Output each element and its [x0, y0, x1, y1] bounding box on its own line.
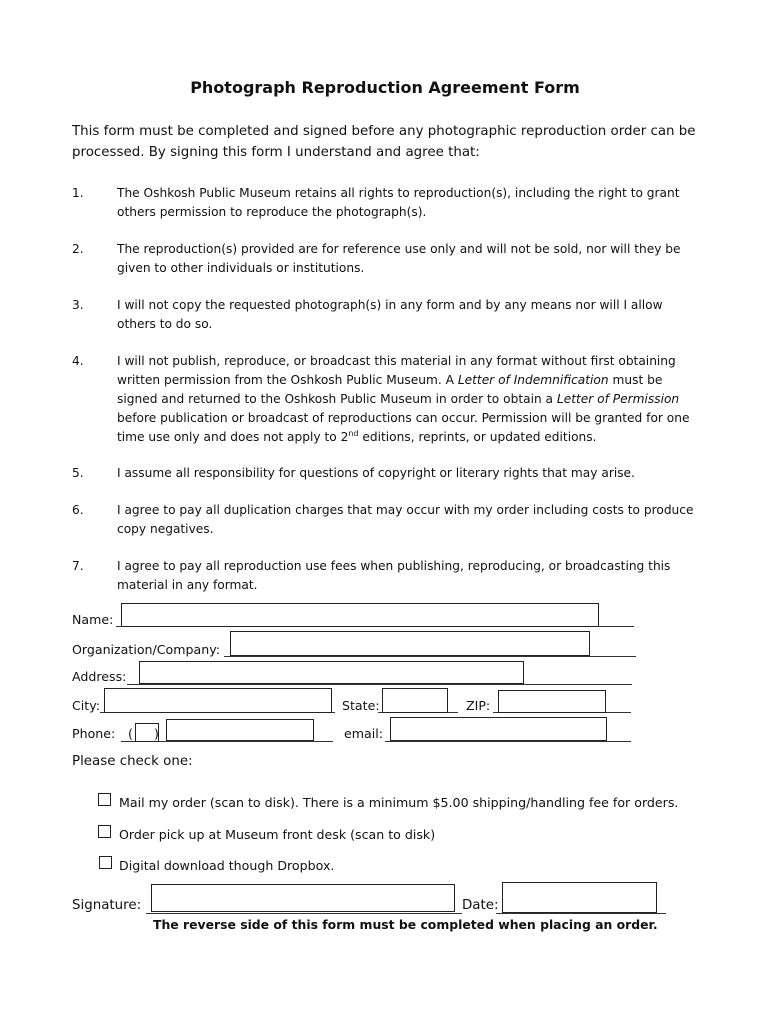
item-text-line: I will not publish, reproduce, or broadcast this material in any format without first obtaining	[117, 354, 676, 368]
item-text-line: I assume all responsibility for questions of copyright or literary rights that may arise.	[117, 466, 635, 480]
state-input[interactable]	[382, 688, 448, 713]
item-number: 2.	[72, 242, 84, 256]
item-text-line: written permission from the Oshkosh Public Museum. A Letter of Indemnification must be	[117, 373, 663, 387]
item-text-line: time use only and does not apply to 2nd editions, reprints, or updated editions.	[117, 428, 597, 444]
organization-input[interactable]	[230, 631, 590, 656]
item-text-line: others to do so.	[117, 317, 213, 331]
email-underline	[385, 741, 631, 742]
option-pickup-label: Order pick up at Museum front desk (scan to disk)	[119, 827, 436, 842]
item-text-line: others permission to reproduce the photograph(s).	[117, 205, 427, 219]
option-pickup-checkbox[interactable]	[98, 825, 111, 838]
option-dropbox-label: Digital download though Dropbox.	[119, 858, 335, 873]
option-mail-checkbox[interactable]	[98, 793, 111, 806]
item-number: 4.	[72, 354, 84, 368]
item-text-line: given to other individuals or institutions.	[117, 261, 365, 275]
address-input[interactable]	[139, 661, 524, 684]
zip-label: ZIP:	[466, 698, 491, 713]
item-text-line: The reproduction(s) provided are for reference use only and will not be sold, nor will they be	[117, 242, 681, 256]
item-number: 7.	[72, 559, 84, 573]
item-text-line: I agree to pay all duplication charges that may occur with my order including costs to produce	[117, 503, 694, 517]
item-text-line: The Oshkosh Public Museum retains all rights to reproduction(s), including the right to grant	[117, 186, 680, 200]
signature-underline	[146, 913, 462, 914]
item-number: 6.	[72, 503, 84, 517]
name-input[interactable]	[121, 603, 599, 627]
organization-underline	[224, 656, 636, 657]
signature-input[interactable]	[151, 884, 455, 912]
item-text-line: material in any format.	[117, 578, 258, 592]
address-underline	[127, 684, 632, 685]
state-label: State:	[342, 698, 380, 713]
phone-paren-close: )	[154, 726, 159, 741]
check-prompt: Please check one:	[72, 754, 193, 769]
intro-line-2: processed. By signing this form I understand and agree that:	[72, 145, 480, 160]
intro-paragraph	[72, 121, 712, 163]
city-label: City:	[72, 698, 101, 713]
city-input[interactable]	[104, 688, 332, 713]
signature-label: Signature:	[72, 898, 142, 913]
item-number: 5.	[72, 466, 84, 480]
intro-line-1: This form must be completed and signed before any photographic reproduction order can be	[72, 124, 696, 139]
item-number: 1.	[72, 186, 84, 200]
item-text-line: before publication or broadcast of reproductions can occur. Permission will be granted for one	[117, 411, 690, 425]
email-label: email:	[344, 726, 383, 741]
email-input[interactable]	[390, 717, 607, 741]
organization-label: Organization/Company:	[72, 642, 220, 657]
item-text-line: I agree to pay all reproduction use fees when publishing, reproducing, or broadcasting this	[117, 559, 671, 573]
item-text-line: I will not copy the requested photograph(s) in any form and by any means nor will I allow	[117, 298, 663, 312]
name-label: Name:	[72, 612, 114, 627]
phone-paren-open: (	[128, 726, 133, 741]
address-label: Address:	[72, 669, 127, 684]
option-dropbox-checkbox[interactable]	[99, 856, 112, 869]
option-mail-label: Mail my order (scan to disk). There is a minimum $5.00 shipping/handling fee for orders.	[119, 795, 679, 810]
item-number: 3.	[72, 298, 84, 312]
phone-label: Phone:	[72, 726, 116, 741]
page-title: Photograph Reproduction Agreement Form	[190, 78, 580, 97]
footer-note: The reverse side of this form must be completed when placing an order.	[153, 917, 658, 932]
phone-number-input[interactable]	[166, 719, 314, 741]
zip-input[interactable]	[498, 690, 606, 713]
date-underline	[496, 913, 666, 914]
date-input[interactable]	[502, 882, 657, 913]
item-text-line: signed and returned to the Oshkosh Public Museum in order to obtain a Letter of Permission	[117, 392, 680, 406]
item-text-line: copy negatives.	[117, 522, 214, 536]
date-label: Date:	[462, 898, 499, 913]
